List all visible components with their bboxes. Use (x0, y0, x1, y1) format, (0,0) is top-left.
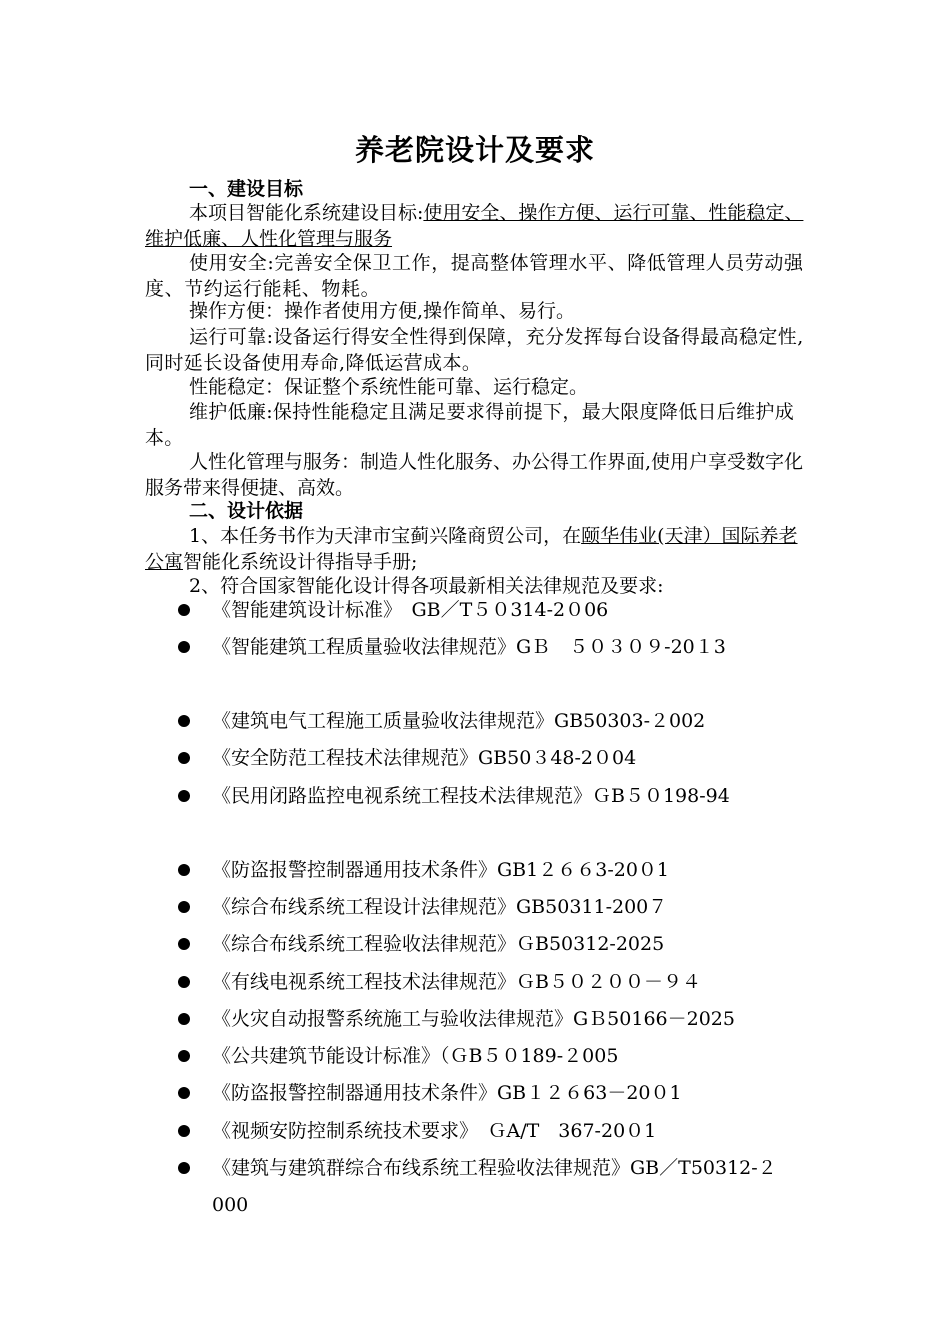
standard-item: 《民用闭路监控电视系统工程技术法律规范》ＧB５０198-94 (212, 785, 730, 807)
bullet-icon (178, 715, 190, 727)
bullet-icon (178, 976, 190, 988)
bullet-icon (178, 790, 190, 802)
basis-item-1-suffix: 智能化系统设计得指导手册; (183, 551, 418, 573)
goal-humanized: 人性化管理与服务：制造人性化服务、办公得工作界面,使用户享受数字化服务带来得便捷、高效。 (145, 451, 804, 499)
basis-item-1-prefix: 1、本任务书作为天津市宝蓟兴隆商贸公司，在 (189, 525, 582, 547)
standard-item: 《建筑与建筑群综合布线系统工程验收法律规范》GB／T50312-２000 (212, 1157, 777, 1216)
bullet-icon (178, 1013, 190, 1025)
section-heading-goals: 一、建设目标 (189, 178, 304, 200)
goal-safety: 使用安全:完善安全保卫工作，提高整体管理水平、降低管理人员劳动强度、节约运行能耗、物耗。 (145, 252, 804, 300)
standard-item: 《安全防范工程技术法律规范》GB50３48-2０04 (212, 747, 637, 769)
standard-item: 《综合布线系统工程设计法律规范》GB50311-200７ (212, 896, 668, 918)
bullet-icon (178, 604, 190, 616)
goals-intro (145, 200, 809, 252)
bullet-icon (178, 901, 190, 913)
standard-item: 《火灾自动报警系统施工与验收法律规范》GＢ50166－2025 (212, 1008, 735, 1030)
goals-intro-prefix: 本项目智能化系统建设目标: (189, 202, 424, 224)
bullet-icon (178, 938, 190, 950)
bullet-icon (178, 641, 190, 653)
standard-item: 《综合布线系统工程验收法律规范》ＧB50312-2025 (212, 933, 665, 955)
standard-item: 《公共建筑节能设计标准》（ＧB５０189-２005 (212, 1045, 619, 1067)
standard-item: 《智能建筑设计标准》 GB／T５０314-2０06 (212, 599, 609, 621)
basis-item-2: 2、符合国家智能化设计得各项最新相关法律规范及要求: (189, 575, 664, 597)
basis-item-1 (145, 523, 809, 575)
goal-reliability: 运行可靠:设备运行得安全性得到保障，充分发挥每台设备得最高稳定性,同时延长设备使用寿命,降低运营成本。 (145, 326, 804, 374)
bullet-icon (178, 864, 190, 876)
bullet-icon (178, 1162, 190, 1174)
bullet-icon (178, 1087, 190, 1099)
standard-item: 《智能建筑工程质量验收法律规范》GＢ ５０３０９-20１3 (212, 636, 726, 658)
page-title: 养老院设计及要求 (354, 133, 595, 167)
goal-convenience: 操作方便：操作者使用方便,操作简单、易行。 (189, 300, 576, 322)
basis-item-1-project: 颐华伟业(天津）国际养老公寓 (145, 525, 798, 573)
standard-item: 《建筑电气工程施工质量验收法律规范》GB50303-２002 (212, 710, 706, 732)
standard-item: 《有线电视系统工程技术法律规范》ＧB５０２００－９４ (212, 971, 701, 993)
goals-intro-underlined: 使用安全、操作方便、运行可靠、性能稳定、维护低廉、人性化管理与服务 (145, 202, 804, 250)
standard-item: 《防盗报警控制器通用技术条件》GB1２６６3-20０1 (212, 859, 670, 881)
bullet-icon (178, 1125, 190, 1137)
bullet-icon (178, 1050, 190, 1062)
goal-stability: 性能稳定：保证整个系统性能可靠、运行稳定。 (189, 376, 589, 398)
bullet-icon (178, 752, 190, 764)
section-heading-basis: 二、设计依据 (189, 500, 304, 522)
standard-item: 《视频安防控制系统技术要求》 ＧA/T 367-20０1 (212, 1120, 657, 1142)
standard-item: 《防盗报警控制器通用技术条件》GB１２６63－20０1 (212, 1082, 682, 1104)
goal-maintenance: 维护低廉:保持性能稳定且满足要求得前提下，最大限度降低日后维护成本。 (145, 401, 795, 449)
